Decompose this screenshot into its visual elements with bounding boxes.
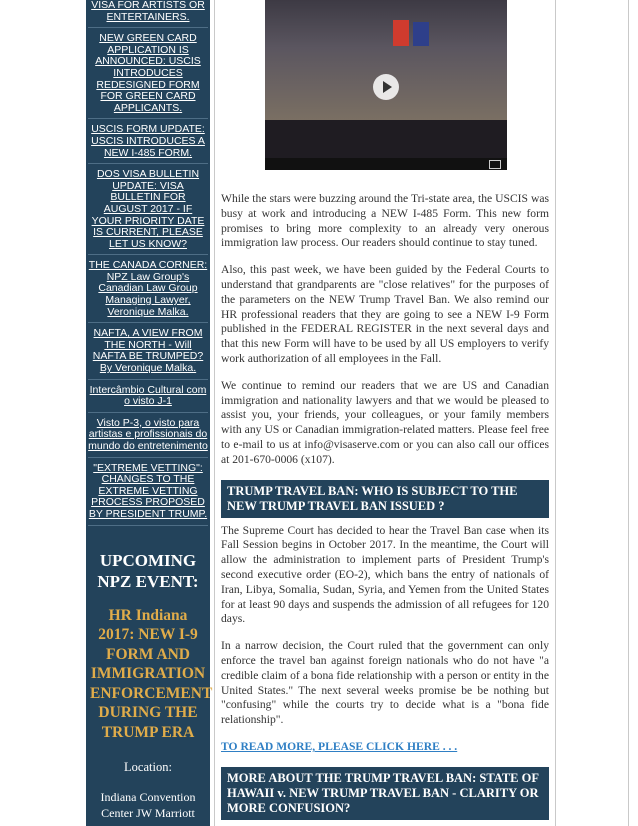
- sidebar-link-i485-form[interactable]: USCIS FORM UPDATE: USCIS INTRODUCES A NEW I-485 FORM.: [88, 119, 208, 164]
- flag-shape: [393, 20, 409, 46]
- section-paragraph: In a narrow decision, the Court ruled that the government can only enforce the travel ban against foreign nationals who do not have "a credible claim of a bona fide relationship with a person or entity in the United States." The next several weeks promise be be nothing but "confusing" while the courts try to decide what is a "bona fide relationship".: [221, 639, 549, 727]
- section-heading-travel-ban: TRUMP TRAVEL BAN: WHO IS SUBJECT TO THE NEW TRUMP TRAVEL BAN ISSUED ?: [221, 480, 549, 518]
- event-venue: Indiana Convention Center JW Marriott: [100, 790, 196, 821]
- sidebar-link-artists-visa[interactable]: VISA FOR ARTISTS OR ENTERTAINERS.: [88, 0, 208, 28]
- video-frame: [265, 0, 507, 120]
- video-player[interactable]: [265, 0, 507, 170]
- intro-paragraph: We continue to remind our readers that we are US and Canadian immigration and nationality lawyers and that we would be pleased to assist you, your friends, your colleagues, or your family members with any US or Canadian immigration-related matters. Please feel free to e-mail to us at info@visaserve.com or you can also call our offices at 201-670-0006 (x107).: [221, 378, 549, 466]
- section-paragraph: The Supreme Court has decided to hear the Travel Ban case when its Fall Session begins in October 2017. In the meantime, the Court will allow the administration to implement parts of President Trump's second executive order (EO-2), which bans the entry of nationals of Iran, Libya, Somalia, Sudan, Syria, and Yemen from the United States for at least 90 days and suspends the admission of all refugees for 120 days.: [221, 523, 549, 626]
- event-title[interactable]: HR Indiana 2017: NEW I-9 FORM AND IMMIGRATION ENFORCEMENT DURING THE TRUMP ERA: [90, 606, 213, 741]
- upcoming-event: [86, 526, 213, 822]
- intro-paragraph: Also, this past week, we have been guided by the Federal Courts to understand that grandparents are "close relatives" for the purposes of the parameters on the NEW Trump Travel Ban. We also remind our HR professional readers that they are going to see a NEW I-9 Form published in the FEDERAL REGISTER in the next several days and that this new Form will have to be used by all US employers to verify work authorization of all employees in the Fall.: [221, 263, 549, 365]
- sidebar: [86, 0, 213, 826]
- sidebar-link-canada-corner[interactable]: THE CANADA CORNER: NPZ Law Group's Canadian Law Group Managing Lawyer, Veronique Malka.: [88, 255, 208, 323]
- sidebar-link-j1-visa[interactable]: Intercâmbio Cultural com o visto J-1: [88, 380, 208, 413]
- sidebar-link-p3-visa[interactable]: Visto P-3, o visto para artistas e profissionais do mundo do entretenimento: [88, 413, 208, 458]
- sidebar-link-extreme-vetting[interactable]: "EXTREME VETTING": CHANGES TO THE EXTREME VETTING PROCESS PROPOSED BY PRESIDENT TRUMP.: [88, 458, 208, 526]
- video-controls-bar: [265, 158, 507, 170]
- sidebar-link-green-card[interactable]: NEW GREEN CARD APPLICATION IS ANNOUNCED: USCIS INTRODUCES REDESIGNED FORM FOR GREEN CARD APPLICANTS.: [88, 28, 208, 119]
- event-location-label: Location:: [124, 760, 172, 775]
- flag-shape: [413, 22, 429, 46]
- read-more-link[interactable]: TO READ MORE, PLEASE CLICK HERE . . .: [221, 739, 458, 753]
- right-divider: [628, 0, 629, 826]
- fullscreen-icon[interactable]: [489, 160, 501, 169]
- sidebar-links: [86, 0, 210, 526]
- article-body: [221, 192, 549, 826]
- section-heading-hawaii: MORE ABOUT THE TRUMP TRAVEL BAN: STATE OF HAWAII v. NEW TRUMP TRAVEL BAN - CLARITY OR MORE CONFUSION?: [221, 767, 549, 820]
- main-content: [214, 0, 556, 826]
- sidebar-link-nafta[interactable]: NAFTA, A VIEW FROM THE NORTH - Will NAFTA BE TRUMPED? By Veronique Malka.: [88, 323, 208, 379]
- sidebar-link-visa-bulletin[interactable]: DOS VISA BULLETIN UPDATE: VISA BULLETIN FOR AUGUST 2017 - IF YOUR PRIORITY DATE IS CURRENT, PLEASE LET US KNOW?: [88, 164, 208, 255]
- intro-paragraph: While the stars were buzzing around the Tri-state area, the USCIS was busy at work and introducing a NEW I-485 Form. This new form promises to bring more complexity to an already very onerous immigration law process. Our readers should continue to stay tuned.: [221, 192, 549, 250]
- event-heading: UPCOMING NPZ EVENT:: [97, 550, 199, 591]
- play-icon[interactable]: [373, 74, 399, 100]
- video-floor: [265, 120, 507, 158]
